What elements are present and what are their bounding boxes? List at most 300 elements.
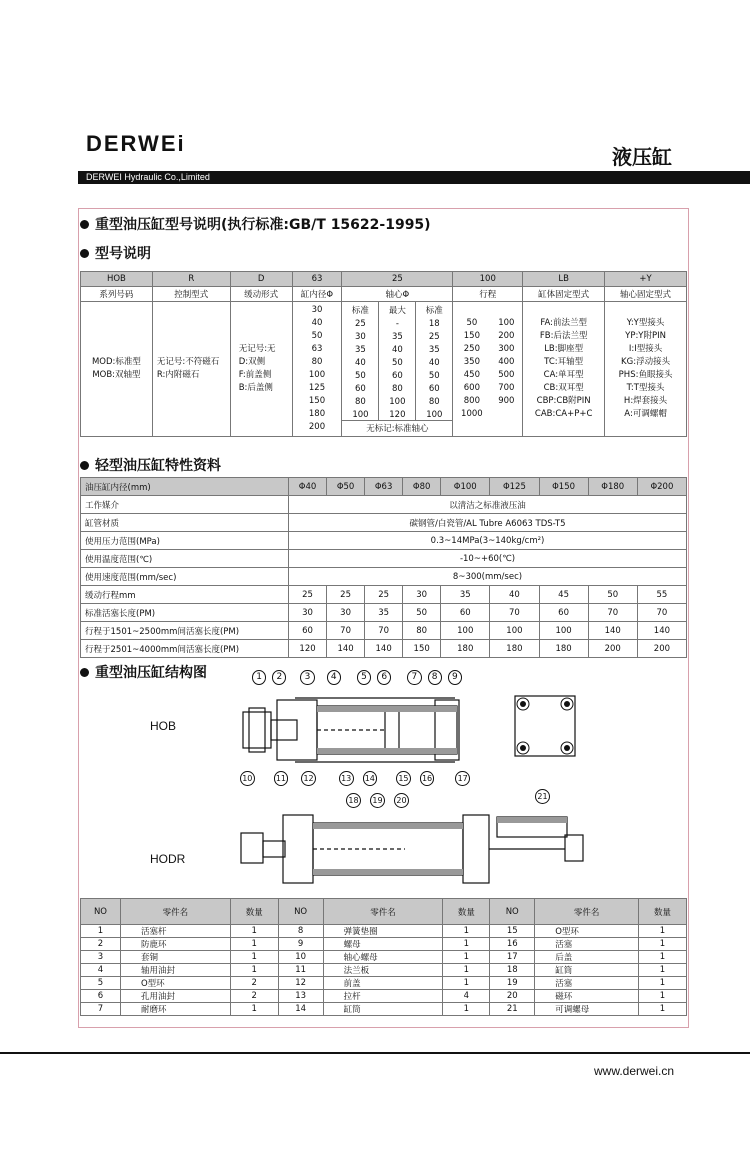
parts-header: 数量 [230, 899, 278, 925]
section-model-sub [80, 243, 151, 263]
code-cell: R [152, 272, 230, 287]
spec-cell: 30 [403, 586, 441, 604]
rod-item: 40 [391, 345, 403, 355]
cell: 1 [639, 925, 687, 938]
rod-item: 120 [389, 410, 406, 420]
callout: 7 [407, 670, 421, 685]
series-item: MOB:双轴型 [92, 370, 141, 380]
callout: 11 [274, 771, 289, 786]
rodmount-item: T:T型接头 [626, 383, 665, 393]
spec-value-row [81, 604, 687, 622]
mount-item: TC:耳轴型 [544, 357, 584, 367]
stroke-item: 900 [498, 396, 515, 406]
control-item: 无记号:不符磁石 [156, 357, 220, 367]
spec-cell: 180 [539, 640, 588, 658]
spec-cell: 25 [289, 586, 327, 604]
mount-item: FA:前法兰型 [540, 318, 587, 328]
stroke-item: 700 [498, 383, 515, 393]
rod-item: 100 [426, 410, 443, 420]
bore-header: Φ200 [637, 478, 686, 496]
spec-cell: 40 [490, 586, 539, 604]
parts-header: 数量 [639, 899, 687, 925]
spec-cell: 30 [327, 604, 365, 622]
code-cell: HOB [81, 272, 153, 287]
label-cell: 缸体固定型式 [523, 287, 605, 302]
stroke-item: 600 [463, 383, 480, 393]
rodmount-item: I:I型接头 [628, 344, 663, 354]
rod-item: 35 [428, 345, 440, 355]
callout: 20 [394, 793, 409, 808]
spec-cell: 60 [441, 604, 490, 622]
cell: 6 [81, 990, 121, 1003]
cell: O型环 [535, 925, 639, 938]
label-cell: 系列号码 [81, 287, 153, 302]
rodmount-cell [605, 302, 687, 437]
stroke-item: 50 [466, 318, 478, 328]
cell: 17 [490, 951, 535, 964]
rod-item: 30 [355, 332, 366, 342]
callout: 3 [300, 670, 314, 685]
parts-header: 零件名 [120, 899, 230, 925]
section-model-title [80, 214, 431, 234]
section-struct-title [80, 662, 207, 682]
callout: 8 [428, 670, 442, 685]
cell: 拉杆 [323, 990, 443, 1003]
spec-row-label: 工作媒介 [81, 496, 289, 514]
cell: 轴心螺母 [323, 951, 443, 964]
code-cell: 25 [342, 272, 453, 287]
stroke-item: 350 [463, 357, 480, 367]
cell: 21 [490, 1003, 535, 1016]
control-item: R:内附磁石 [156, 370, 200, 380]
label-cell: 控制型式 [152, 287, 230, 302]
hodr-callouts [346, 793, 409, 808]
hob-label: HOB [150, 719, 177, 733]
cell: 1 [639, 938, 687, 951]
stroke-item: 200 [498, 331, 515, 341]
parts-header: 零件名 [323, 899, 443, 925]
bore-header: Φ125 [490, 478, 539, 496]
label-cell: 行程 [453, 287, 523, 302]
parts-header: 零件名 [535, 899, 639, 925]
rod-item: 18 [428, 319, 440, 329]
spec-cell: 80 [403, 622, 441, 640]
hob-drawing [235, 668, 475, 788]
bore-item: 63 [311, 344, 323, 354]
parts-header: NO [490, 899, 535, 925]
spec-cell: 60 [289, 622, 327, 640]
spec-row-value: 碳钢管/白瓷管/AL Tubre A6063 TDS-T5 [289, 514, 687, 532]
cell: 16 [490, 938, 535, 951]
rodmount-item: H:焊套接头 [623, 396, 668, 406]
rodmount-item: YP:Y附PIN [625, 331, 666, 341]
rod-item: 80 [391, 384, 403, 394]
section-title-text: 型号说明 [95, 246, 151, 262]
rod-item: 60 [355, 384, 366, 394]
callout: 4 [327, 670, 341, 685]
spec-cell: 140 [588, 622, 637, 640]
code-cell: 100 [453, 272, 523, 287]
label-cell: 轴心Φ [342, 287, 453, 302]
spec-cell: 35 [441, 586, 490, 604]
cell: 1 [443, 964, 490, 977]
rod-item: 标准 [425, 306, 443, 316]
spec-wide-row [81, 550, 687, 568]
rod-item: 60 [428, 384, 440, 394]
cell: 19 [490, 977, 535, 990]
cushion-item: D:双侧 [238, 357, 266, 367]
spec-cell: 200 [637, 640, 686, 658]
spec-cell: 180 [441, 640, 490, 658]
callout: 21 [535, 789, 550, 804]
stroke-item: 400 [498, 357, 515, 367]
rod-item: 100 [352, 410, 369, 420]
cell: 15 [490, 925, 535, 938]
rod-item: 50 [428, 371, 440, 381]
parts-header: 数量 [443, 899, 490, 925]
rodmount-item: KG:浮动接头 [621, 357, 671, 367]
parts-header: NO [81, 899, 121, 925]
rod-item: 60 [391, 371, 403, 381]
stroke-item: 500 [498, 370, 515, 380]
cell: 弹簧垫圈 [323, 925, 443, 938]
spec-cell: 100 [539, 622, 588, 640]
spec-row-label: 行程于1501~2500mm间活塞长度(PM) [81, 622, 289, 640]
spec-cell: 140 [365, 640, 403, 658]
cell: 缸筒 [323, 1003, 443, 1016]
parts-header: NO [278, 899, 323, 925]
cell: 1 [81, 925, 121, 938]
hob-bottom-callouts [240, 771, 470, 786]
bore-item: 150 [308, 396, 326, 406]
section-title-text: 轻型油压缸特性资料 [95, 458, 221, 474]
cell: 12 [278, 977, 323, 990]
rod-item: 80 [355, 397, 366, 407]
rod-item: 35 [391, 332, 403, 342]
spec-wide-row [81, 514, 687, 532]
callout: 16 [420, 771, 435, 786]
rod-item: 35 [355, 345, 366, 355]
spec-value-row [81, 586, 687, 604]
stroke-item: 100 [498, 318, 515, 328]
cushion-item: 无记号:无 [238, 344, 276, 354]
code-cell: LB [523, 272, 605, 287]
model-code-row [81, 272, 687, 287]
rod-item: 25 [355, 319, 366, 329]
spec-header-row [81, 478, 687, 496]
rod-item: - [395, 319, 399, 329]
stroke-item: 150 [463, 331, 480, 341]
stroke-item: 250 [463, 344, 480, 354]
cell: 前盖 [323, 977, 443, 990]
cell: 11 [278, 964, 323, 977]
bullet-icon [80, 668, 89, 677]
cell: 4 [81, 964, 121, 977]
bore-item: 80 [311, 357, 323, 367]
bore-header: Φ50 [327, 478, 365, 496]
bullet-icon [80, 461, 89, 470]
spec-cell: 140 [637, 622, 686, 640]
spec-row-label: 使用速度范围(mm/sec) [81, 568, 289, 586]
callout: 17 [455, 771, 470, 786]
mount-item: CB:双耳型 [543, 383, 584, 393]
callout: 12 [301, 771, 316, 786]
series-cell [81, 302, 153, 437]
cell: 1 [443, 938, 490, 951]
table-row [81, 964, 687, 977]
spec-cell: 55 [637, 586, 686, 604]
spec-row-value: 0.3~14MPa(3~140kg/cm²) [289, 532, 687, 550]
rodmount-item: PHS:鱼眼接头 [618, 370, 673, 380]
parts-header-row [81, 899, 687, 925]
company-logo: DERWEi [86, 131, 186, 156]
bore-header: Φ180 [588, 478, 637, 496]
spec-value-row [81, 622, 687, 640]
bullet-icon [80, 249, 89, 258]
section-title-text: 重型油压缸型号说明(执行标准:GB/T 15622-1995) [95, 217, 431, 233]
cell: 后盖 [535, 951, 639, 964]
spec-cell: 30 [289, 604, 327, 622]
spec-cell: 70 [637, 604, 686, 622]
bullet-icon [80, 220, 89, 229]
bore-header: Φ40 [289, 478, 327, 496]
cell: 1 [443, 925, 490, 938]
stroke-item: 800 [463, 396, 480, 406]
code-cell: D [230, 272, 292, 287]
rod-item: 50 [355, 371, 366, 381]
spec-cell: 100 [490, 622, 539, 640]
cell: 1 [230, 925, 278, 938]
stroke-item: 300 [498, 344, 515, 354]
callout: 15 [396, 771, 411, 786]
rod-item: 40 [428, 358, 440, 368]
cell: O型环 [120, 977, 230, 990]
callout: 1 [252, 670, 266, 685]
bore-header: Φ100 [441, 478, 490, 496]
model-label-row [81, 287, 687, 302]
spec-cell: 60 [539, 604, 588, 622]
table-row [81, 925, 687, 938]
cell: 1 [639, 964, 687, 977]
spec-row-label: 使用压力范围(MPa) [81, 532, 289, 550]
parts-table [80, 898, 687, 1016]
label-cell: 缸内径Φ [292, 287, 342, 302]
spec-wide-row [81, 568, 687, 586]
bore-item: 40 [311, 318, 323, 328]
cell: 1 [639, 990, 687, 1003]
spec-row-label: 使用温度范围(℃) [81, 550, 289, 568]
cell: 14 [278, 1003, 323, 1016]
cushion-item: B:后盖侧 [238, 383, 273, 393]
bore-item: 125 [308, 383, 326, 393]
cell: 缸筒 [535, 964, 639, 977]
cell: 20 [490, 990, 535, 1003]
spec-cell: 150 [403, 640, 441, 658]
callout: 10 [240, 771, 255, 786]
spec-cell: 70 [588, 604, 637, 622]
hob-top-callouts [252, 670, 462, 685]
rodmount-item: A:可调螺帽 [624, 409, 667, 419]
spec-cell: 50 [403, 604, 441, 622]
rod-item: 100 [389, 397, 406, 407]
cell: 耐磨环 [120, 1003, 230, 1016]
spec-cell: 180 [490, 640, 539, 658]
spec-cell: 120 [289, 640, 327, 658]
mount-item: CAB:CA+P+C [534, 409, 593, 419]
cell: 18 [490, 964, 535, 977]
cell: 4 [443, 990, 490, 1003]
callout: 14 [363, 771, 378, 786]
cell: 1 [230, 938, 278, 951]
spec-cell: 25 [327, 586, 365, 604]
cell: 7 [81, 1003, 121, 1016]
label-cell: 轴心固定型式 [605, 287, 687, 302]
cell: 2 [230, 990, 278, 1003]
spec-row-label: 缓动行程mm [81, 586, 289, 604]
cell: 1 [230, 964, 278, 977]
callout: 5 [357, 670, 371, 685]
cell: 孔用油封 [120, 990, 230, 1003]
mount-item: CBP:CB附PIN [536, 396, 591, 406]
cell: 1 [443, 1003, 490, 1016]
bore-cell [292, 302, 342, 437]
cell: 螺母 [323, 938, 443, 951]
rod-note: 无标记:标准轴心 [342, 420, 452, 436]
bore-item: 100 [308, 370, 326, 380]
spec-row-value: -10~+60(℃) [289, 550, 687, 568]
table-row [81, 951, 687, 964]
cell: 1 [639, 977, 687, 990]
spec-wide-row [81, 532, 687, 550]
control-cell [152, 302, 230, 437]
spec-wide-row [81, 496, 687, 514]
spec-row-value: 8~300(mm/sec) [289, 568, 687, 586]
cell: 法兰板 [323, 964, 443, 977]
spec-cell: 70 [365, 622, 403, 640]
spec-cell: 70 [327, 622, 365, 640]
spec-header-label: 油压缸内径(mm) [81, 478, 289, 496]
spec-cell: 45 [539, 586, 588, 604]
cell: 1 [443, 951, 490, 964]
rodmount-item: Y:Y型接头 [626, 318, 665, 328]
cell: 防鹿环 [120, 938, 230, 951]
table-row [81, 1003, 687, 1016]
cell: 可调螺母 [535, 1003, 639, 1016]
rod-item: 标准 [351, 306, 369, 316]
end-view-drawing [505, 686, 585, 766]
spec-cell: 100 [441, 622, 490, 640]
spec-cell: 70 [490, 604, 539, 622]
bore-item: 180 [308, 409, 326, 419]
callout: 6 [377, 670, 391, 685]
code-cell: +Y [605, 272, 687, 287]
company-bar: DERWEI Hydraulic Co.,Limited [78, 171, 750, 184]
cell: 9 [278, 938, 323, 951]
rod-item: 25 [428, 332, 440, 342]
stroke-cell [453, 302, 523, 437]
spec-row-label: 行程于2501~4000mm间活塞长度(PM) [81, 640, 289, 658]
hodr-drawing [235, 805, 595, 890]
code-cell: 63 [292, 272, 342, 287]
bore-header: Φ63 [365, 478, 403, 496]
cell: 活塞 [535, 977, 639, 990]
callout: 18 [346, 793, 361, 808]
callout: 19 [370, 793, 385, 808]
cell: 1 [230, 951, 278, 964]
spec-cell: 50 [588, 586, 637, 604]
cell: 10 [278, 951, 323, 964]
table-row [81, 990, 687, 1003]
cell: 轴用油封 [120, 964, 230, 977]
cell: 套铜 [120, 951, 230, 964]
label-cell: 缓动形式 [230, 287, 292, 302]
cell: 1 [230, 1003, 278, 1016]
rod-item: 最大 [388, 306, 406, 316]
spec-table [80, 477, 687, 658]
mount-cell [523, 302, 605, 437]
model-table [80, 271, 687, 437]
hodr-label: HODR [150, 852, 186, 866]
table-row [81, 938, 687, 951]
bore-header: Φ80 [403, 478, 441, 496]
spec-row-label: 缸管材质 [81, 514, 289, 532]
spec-cell: 200 [588, 640, 637, 658]
mount-item: LB:脚座型 [544, 344, 584, 354]
rod-item: 50 [391, 358, 403, 368]
stroke-item: 1000 [461, 409, 483, 419]
series-item: MOD:标准型 [91, 357, 141, 367]
bore-item: 50 [311, 331, 323, 341]
rod-item: 80 [428, 397, 440, 407]
section-spec-title [80, 455, 221, 475]
spec-row-value: 以清洁之标准液压油 [289, 496, 687, 514]
spec-row-label: 标准活塞长度(PM) [81, 604, 289, 622]
cell: 3 [81, 951, 121, 964]
spec-cell: 25 [365, 586, 403, 604]
page-title: 液压缸 [612, 145, 672, 169]
model-detail-row [81, 302, 687, 437]
section-title-text: 重型油压缸结构图 [95, 665, 207, 681]
footer-divider [0, 1052, 750, 1054]
bore-item: 30 [311, 305, 323, 315]
cell: 1 [639, 1003, 687, 1016]
spec-cell: 35 [365, 604, 403, 622]
spec-value-row [81, 640, 687, 658]
cell: 5 [81, 977, 121, 990]
cell: 磁环 [535, 990, 639, 1003]
table-row [81, 977, 687, 990]
rod-cell [342, 302, 453, 437]
cell: 8 [278, 925, 323, 938]
cell: 活塞 [535, 938, 639, 951]
mount-item: FB:后法兰型 [539, 331, 588, 341]
cushion-cell [230, 302, 292, 437]
bore-header: Φ150 [539, 478, 588, 496]
stroke-item: 450 [463, 370, 480, 380]
callout: 2 [272, 670, 286, 685]
spec-cell: 140 [327, 640, 365, 658]
cell: 1 [639, 951, 687, 964]
website-link[interactable]: www.derwei.cn [594, 1064, 675, 1078]
cell: 1 [443, 977, 490, 990]
callout: 13 [339, 771, 354, 786]
bore-item: 200 [308, 422, 326, 432]
cell: 活塞杆 [120, 925, 230, 938]
callout: 9 [448, 670, 462, 685]
cell: 13 [278, 990, 323, 1003]
cushion-item: F:前盖侧 [238, 370, 272, 380]
rod-item: 40 [355, 358, 366, 368]
